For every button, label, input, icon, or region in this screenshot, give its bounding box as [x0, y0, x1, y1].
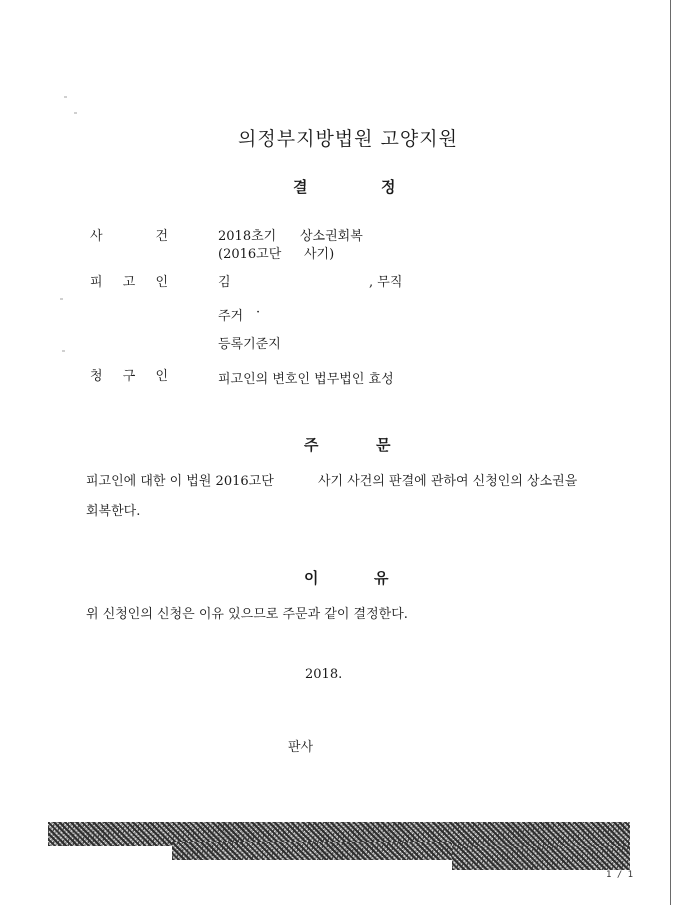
judge-label: 판사 [288, 740, 314, 755]
case-label-char: 사 [90, 229, 103, 244]
order-text-line2: 회복한다. [86, 504, 141, 519]
order-heading-right: 문 [376, 436, 391, 454]
case-name: 상소권회복 [300, 229, 363, 244]
petitioner-label-char: 구 [122, 369, 136, 384]
order-text-line1-before: 피고인에 대한 이 법원 2016고단 [86, 474, 274, 489]
page-number: 1 / 1 [606, 870, 634, 880]
scan-speck [60, 298, 63, 300]
scan-speck [62, 350, 65, 352]
order-text-line1-after: 사기 사건의 판결에 관하여 신청인의 상소권을 [318, 474, 578, 489]
defendant-label-char: 인 [155, 275, 168, 290]
court-name: 의정부지방법원 고양지원 [238, 128, 458, 150]
case-number: 2018초기 [218, 229, 277, 244]
petitioner-label [90, 365, 168, 384]
address-mark: · [256, 305, 261, 320]
redacted-band-bottom-right [452, 846, 630, 870]
defendant-label [90, 271, 168, 290]
address-label: 주거 [218, 309, 244, 324]
case-label [90, 225, 168, 244]
original-case-prefix: (2016고단 [218, 247, 282, 262]
petitioner-value: 피고인의 변호인 법무법인 효성 [218, 372, 394, 387]
decision-date: 2018. [305, 667, 343, 682]
scan-speck [74, 112, 77, 114]
defendant-name: 김 [218, 275, 231, 290]
order-heading-left: 주 [304, 436, 319, 454]
defendant-label-char: 고 [122, 275, 136, 290]
doc-title-left: 결 [293, 178, 308, 196]
reason-heading-left: 이 [304, 569, 319, 587]
reason-text: 위 신청인의 신청은 이유 있으므로 주문과 같이 결정한다. [86, 607, 408, 622]
defendant-label-char: 피 [90, 275, 103, 290]
case-label-char: 건 [155, 229, 168, 244]
scan-speck [64, 96, 67, 98]
original-case-crime: 사기) [304, 247, 335, 262]
petitioner-label-char: 청 [90, 369, 103, 384]
registry-label: 등록기준지 [218, 337, 281, 352]
reason-heading-right: 유 [374, 569, 389, 587]
defendant-occupation: , 무직 [369, 275, 403, 290]
redacted-band-bottom-left [172, 842, 452, 860]
petitioner-label-char: 인 [155, 369, 168, 384]
doc-title-right: 정 [381, 178, 396, 196]
